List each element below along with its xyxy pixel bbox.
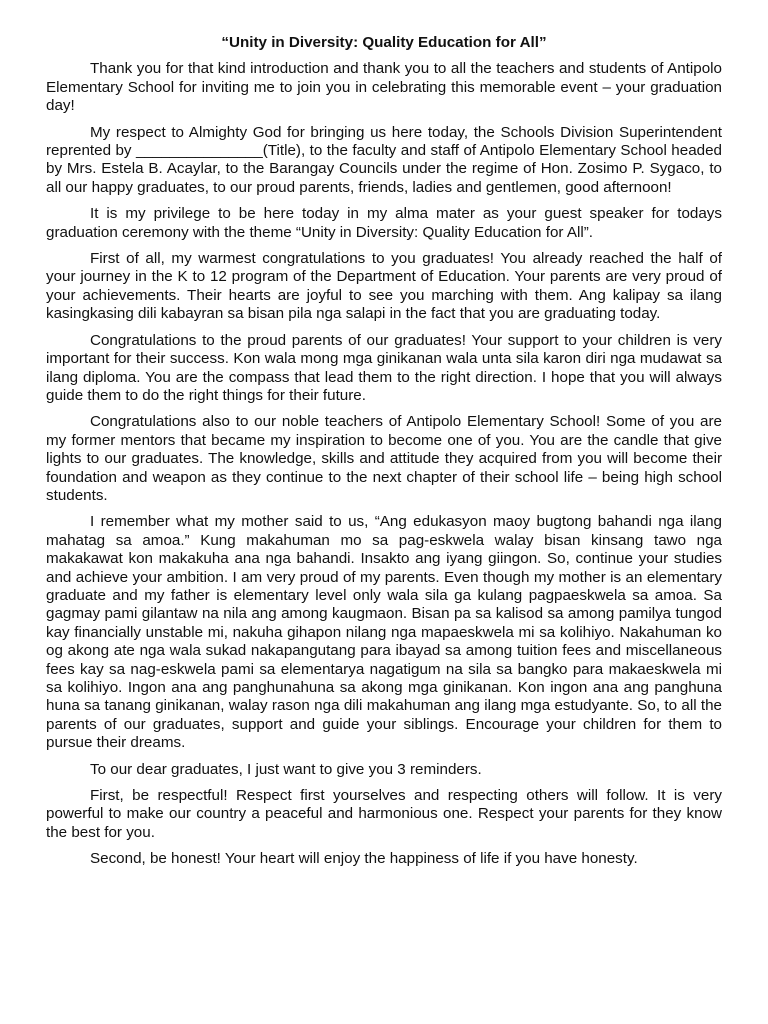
paragraph-congratulations-parents: Congratulations to the proud parents of our graduates! Your support to your children is very important for their success. Kon wala mong mga ginikanan wala unta sila karon diri nga mudawat sa ilang diploma. You are the compass that lead them to the right direction. I hope that you will always guide them to do the right things for their future. — [46, 331, 722, 404]
paragraph-introduction: Thank you for that kind introduction and thank you to all the teachers and students of Antipolo Elementary School for inviting me to join you in celebrating this memorable event – your graduation day! — [46, 60, 722, 115]
paragraph-acknowledgements: My respect to Almighty God for bringing us here today, the Schools Division Superintendent reprented by _______________(Title), to the faculty and staff of Antipolo Elementary School headed by Mrs. Estela B. Acaylar, to the Barangay Councils under the regime of Hon. Zosimo P. Sygaco, to all our happy graduates, to our proud parents, friends, ladies and gentlemen, good afternoon! — [46, 123, 722, 196]
paragraph-mother-story: I remember what my mother said to us, “Ang edukasyon maoy bugtong bahandi nga ilang mahatag sa amoa.” Kung makahuman mo sa pag-eskwela walay bisan kinsang tawo nga makakawat kon makakuha ana nga bahandi. Insakto ang iyang giingon. So, continue your studies and achieve your ambition. I am very proud of my parents. Even though my mother is an elementary graduate and my father is elementary level only wala sila ga kulang pagpaeskwela sa amoa. Sa gagmay pami gilantaw na nila ang among kaugmaon. Bisan pa sa kalisod sa among pamilya tungod kay financially unstable mi, nakuha gihapon nilang nga mapaeskwela mi sa kolihiyo. Nakahuman ko og akong ate nga wala sukad nakapangutang para ibayad sa among tuition fees and miscellaneous fees kay sa nag-eskwela pami sa elementarya nagatigum na sila sa bangko para makaeskwela mi sa kolihiyo. Ingon ana ang panghunahuna sa akong mga ginikanan. Kon ingon ana ang panghuna huna sa tanang ginikanan, walay rason nga dili makahuman ang ilang mga estudyante. So, to all the parents of our graduates, support and guide your siblings. Encourage your children for them to pursue their dreams. — [46, 513, 722, 752]
paragraph-be-respectful: First, be respectful! Respect first yourselves and respecting others will follow. It is very powerful to make our country a peaceful and harmonious one. Respect your parents for they know the best for you. — [46, 787, 722, 841]
paragraph-congratulations-teachers: Congratulations also to our noble teachers of Antipolo Elementary School! Some of you are my former mentors that became my inspiration to become one of you. You are the candle that give lights to our graduates. The knowledge, skills and attitude they acquired from you will become their foundation and weapon as they continue to the next chapter of their school life – being high school students. — [46, 413, 722, 504]
paragraph-be-honest: Second, be honest! Your heart will enjoy the happiness of life if you have honesty. — [90, 850, 638, 868]
paragraph-privilege: It is my privilege to be here today in my alma mater as your guest speaker for todays graduation ceremony with the theme “Unity in Diversity: Quality Education for All”. — [46, 205, 722, 241]
paragraph-reminders: To our dear graduates, I just want to give you 3 reminders. — [90, 760, 482, 778]
paragraph-congratulations-graduates: First of all, my warmest congratulations to you graduates! You already reached the half of your journey in the K to 12 program of the Department of Education. Your parents are very proud of your achievements. Their hearts are joyful to see you marching with them. Ang kalipay sa ilang kasingkasing dili kabayran sa bisan pila nga salapi in the fact that you are graduating today. — [46, 250, 722, 323]
speech-page — [46, 34, 722, 877]
speech-title: “Unity in Diversity: Quality Education for All” — [221, 34, 547, 51]
